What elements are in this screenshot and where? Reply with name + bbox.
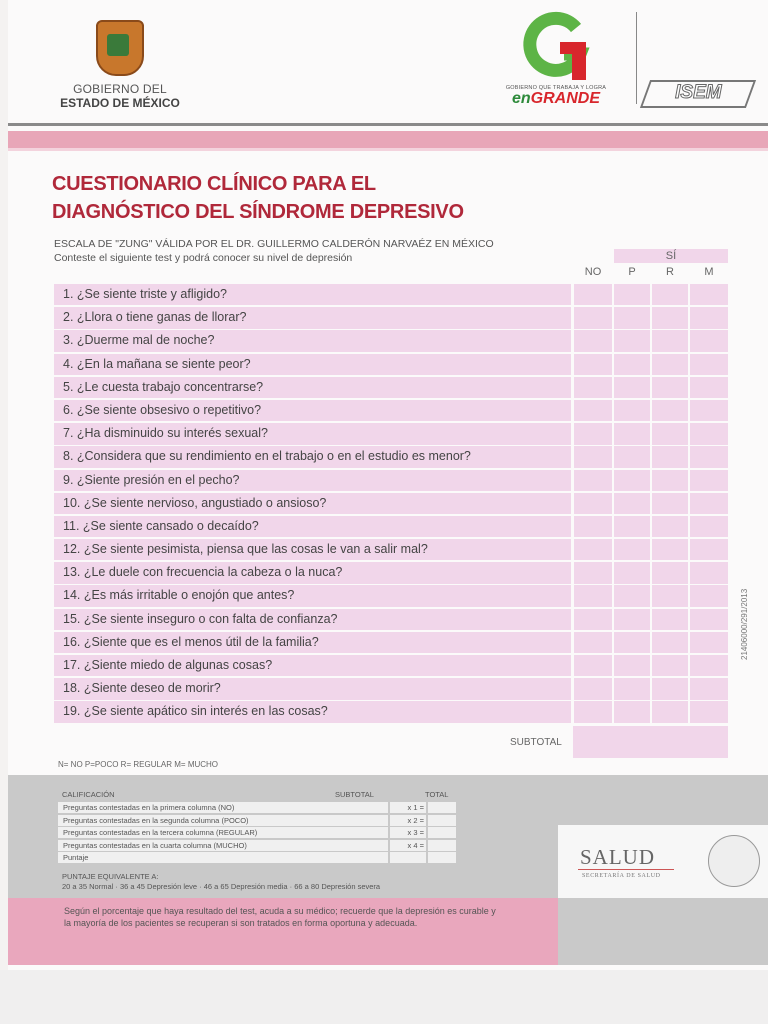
calificacion-label: Preguntas contestadas en la tercera columna (REGULAR) xyxy=(58,827,388,838)
answer-no-cell[interactable] xyxy=(574,307,612,328)
advice-note: Según el porcentaje que haya resultado del test, acuda a su médico; recuerde que la depresión es curable y la mayoría de los pacientes se recuperan si son tratados en forma oportuna y adecuada. xyxy=(64,906,496,928)
gobierno-line1: GOBIERNO DEL xyxy=(73,82,167,96)
question-text: 19. ¿Se siente apático sin interés en las cosas? xyxy=(54,701,571,722)
answer-p-cell[interactable] xyxy=(614,539,650,560)
question-row xyxy=(54,354,728,375)
answer-no-cell[interactable] xyxy=(574,446,612,467)
question-text: 10. ¿Se siente nervioso, angustiado o ansioso? xyxy=(54,493,571,514)
answer-no-cell[interactable] xyxy=(574,516,612,537)
answer-m-cell[interactable] xyxy=(690,493,728,514)
answer-r-cell[interactable] xyxy=(652,307,688,328)
question-row xyxy=(54,562,728,583)
answer-p-cell[interactable] xyxy=(614,377,650,398)
calificacion-label: Preguntas contestadas en la cuarta columna (MUCHO) xyxy=(58,840,388,851)
question-row xyxy=(54,307,728,328)
answer-r-cell[interactable] xyxy=(652,701,688,722)
answer-m-cell[interactable] xyxy=(690,701,728,722)
answer-p-cell[interactable] xyxy=(614,470,650,491)
slogan-small: GOBIERNO QUE TRABAJA Y LOGRA xyxy=(505,85,607,91)
score-ranges: 20 a 35 Normal · 36 a 45 Depresión leve · 46 a 65 Depresión media · 66 a 80 Depresión severa xyxy=(62,882,381,891)
grey-band-right xyxy=(558,775,768,825)
answer-p-cell[interactable] xyxy=(614,609,650,630)
answer-p-cell[interactable] xyxy=(614,678,650,699)
answer-m-cell[interactable] xyxy=(690,446,728,467)
calificacion-multiplier[interactable]: x 1 = xyxy=(390,802,426,813)
header-divider xyxy=(636,12,637,104)
calificacion-multiplier[interactable]: x 3 = xyxy=(390,827,426,838)
salud-logo xyxy=(558,825,768,898)
question-text: 9. ¿Siente presión en el pecho? xyxy=(54,470,571,491)
answer-m-cell[interactable] xyxy=(690,400,728,421)
calificacion-multiplier[interactable]: x 4 = xyxy=(390,840,426,851)
answer-p-cell[interactable] xyxy=(614,632,650,653)
question-text: 5. ¿Le cuesta trabajo concentrarse? xyxy=(54,377,571,398)
calificacion-total-cell[interactable] xyxy=(428,802,456,813)
calificacion-row xyxy=(58,802,458,813)
question-text: 12. ¿Se siente pesimista, piensa que las cosas le van a salir mal? xyxy=(54,539,571,560)
answer-m-cell[interactable] xyxy=(690,377,728,398)
salud-secretaria: SECRETARÍA DE SALUD xyxy=(582,873,661,879)
answer-m-cell[interactable] xyxy=(690,632,728,653)
question-text: 11. ¿Se siente cansado o decaído? xyxy=(54,516,571,537)
question-row xyxy=(54,609,728,630)
answer-p-cell[interactable] xyxy=(614,307,650,328)
scale-description: ESCALA DE "ZUNG" VÁLIDA POR EL DR. GUILLERMO CALDERÓN NARVAÉZ EN MÉXICO xyxy=(54,238,494,250)
answer-r-cell[interactable] xyxy=(652,354,688,375)
calificacion-total-header: TOTAL xyxy=(425,790,449,799)
answer-m-cell[interactable] xyxy=(690,307,728,328)
answer-p-cell[interactable] xyxy=(614,585,650,606)
calificacion-row xyxy=(58,815,458,826)
answer-r-cell[interactable] xyxy=(652,377,688,398)
calificacion-total-cell[interactable] xyxy=(428,852,456,863)
answer-m-cell[interactable] xyxy=(690,330,728,351)
answer-no-cell[interactable] xyxy=(574,632,612,653)
question-text: 15. ¿Se siente inseguro o con falta de confianza? xyxy=(54,609,571,630)
gobierno-line2: ESTADO DE MÉXICO xyxy=(60,96,180,110)
answer-p-cell[interactable] xyxy=(614,423,650,444)
question-text: 1. ¿Se siente triste y afligido? xyxy=(54,284,571,305)
answer-r-cell[interactable] xyxy=(652,539,688,560)
answer-no-cell[interactable] xyxy=(574,655,612,676)
calificacion-multiplier[interactable] xyxy=(390,852,426,863)
question-row xyxy=(54,678,728,699)
question-text: 13. ¿Le duele con frecuencia la cabeza o la nuca? xyxy=(54,562,571,583)
calificacion-total-cell[interactable] xyxy=(428,840,456,851)
calificacion-header: CALIFICACIÓN xyxy=(62,790,115,799)
answer-no-cell[interactable] xyxy=(574,354,612,375)
question-text: 6. ¿Se siente obsesivo o repetitivo? xyxy=(54,400,571,421)
answer-r-cell[interactable] xyxy=(652,678,688,699)
questions-table xyxy=(54,284,728,725)
puntaje-equivalente: PUNTAJE EQUIVALENTE A: xyxy=(62,872,159,881)
answer-p-cell[interactable] xyxy=(614,516,650,537)
question-row xyxy=(54,539,728,560)
answer-no-cell[interactable] xyxy=(574,470,612,491)
answer-r-cell[interactable] xyxy=(652,423,688,444)
answer-no-cell[interactable] xyxy=(574,585,612,606)
question-row xyxy=(54,377,728,398)
answer-m-cell[interactable] xyxy=(690,585,728,606)
answer-m-cell[interactable] xyxy=(690,516,728,537)
answer-no-cell[interactable] xyxy=(574,284,612,305)
salud-name: SALUD xyxy=(580,845,656,869)
calificacion-row xyxy=(58,827,458,838)
title-line1: CUESTIONARIO CLÍNICO PARA EL xyxy=(52,173,376,195)
question-row xyxy=(54,585,728,606)
calificacion-label: Preguntas contestadas en la primera columna (NO) xyxy=(58,802,388,813)
column-no: NO xyxy=(584,266,602,278)
calificacion-total-cell[interactable] xyxy=(428,815,456,826)
answer-no-cell[interactable] xyxy=(574,377,612,398)
g-logo-icon xyxy=(520,10,592,82)
question-row xyxy=(54,400,728,421)
answer-r-cell[interactable] xyxy=(652,284,688,305)
form-code: 21406000/291/2013 xyxy=(740,588,749,660)
answer-p-cell[interactable] xyxy=(614,446,650,467)
column-m: M xyxy=(704,266,714,278)
answer-r-cell[interactable] xyxy=(652,446,688,467)
answer-p-cell[interactable] xyxy=(614,284,650,305)
answer-p-cell[interactable] xyxy=(614,400,650,421)
answer-m-cell[interactable] xyxy=(690,562,728,583)
column-p: P xyxy=(628,266,636,278)
answer-m-cell[interactable] xyxy=(690,655,728,676)
answer-m-cell[interactable] xyxy=(690,354,728,375)
question-row xyxy=(54,655,728,676)
gobierno-logo xyxy=(40,20,200,110)
question-text: 16. ¿Siente que es el menos útil de la familia? xyxy=(54,632,571,653)
calificacion-total-cell[interactable] xyxy=(428,827,456,838)
answer-m-cell[interactable] xyxy=(690,609,728,630)
answer-m-cell[interactable] xyxy=(690,423,728,444)
answer-r-cell[interactable] xyxy=(652,470,688,491)
column-group-si: SÍ xyxy=(614,249,728,263)
question-row xyxy=(54,493,728,514)
answer-p-cell[interactable] xyxy=(614,354,650,375)
answer-r-cell[interactable] xyxy=(652,562,688,583)
answer-r-cell[interactable] xyxy=(652,400,688,421)
mexico-seal-icon xyxy=(708,835,760,887)
question-text: 2. ¿Llora o tiene ganas de llorar? xyxy=(54,307,571,328)
question-text: 17. ¿Siente miedo de algunas cosas? xyxy=(54,655,571,676)
question-row xyxy=(54,470,728,491)
answer-r-cell[interactable] xyxy=(652,516,688,537)
calificacion-row xyxy=(58,840,458,851)
pink-band xyxy=(8,131,768,148)
answer-p-cell[interactable] xyxy=(614,562,650,583)
engrande-logo xyxy=(488,10,624,106)
title-line2: DIAGNÓSTICO DEL SÍNDROME DEPRESIVO xyxy=(52,201,464,223)
answer-no-cell[interactable] xyxy=(574,678,612,699)
question-row xyxy=(54,632,728,653)
question-text: 8. ¿Considera que su rendimiento en el trabajo o en el estudio es menor? xyxy=(54,446,571,467)
calificacion-row xyxy=(58,852,458,863)
question-row xyxy=(54,446,728,467)
answer-no-cell[interactable] xyxy=(574,493,612,514)
answer-m-cell[interactable] xyxy=(690,678,728,699)
answer-no-cell[interactable] xyxy=(574,539,612,560)
question-row xyxy=(54,330,728,351)
answer-m-cell[interactable] xyxy=(690,470,728,491)
answer-no-cell[interactable] xyxy=(574,423,612,444)
header-rule xyxy=(8,123,768,126)
question-text: 4. ¿En la mañana se siente peor? xyxy=(54,354,571,375)
answer-p-cell[interactable] xyxy=(614,655,650,676)
isem-text: ISEM xyxy=(675,82,722,103)
answer-m-cell[interactable] xyxy=(690,539,728,560)
answer-no-cell[interactable] xyxy=(574,400,612,421)
answer-r-cell[interactable] xyxy=(652,493,688,514)
answer-p-cell[interactable] xyxy=(614,330,650,351)
question-text: 3. ¿Duerme mal de noche? xyxy=(54,330,571,351)
answer-r-cell[interactable] xyxy=(652,585,688,606)
subtotal-box[interactable] xyxy=(573,726,728,758)
answer-m-cell[interactable] xyxy=(690,284,728,305)
question-row xyxy=(54,423,728,444)
answer-no-cell[interactable] xyxy=(574,701,612,722)
slogan-en: en xyxy=(511,90,531,107)
background-below-page xyxy=(0,970,768,1024)
answer-r-cell[interactable] xyxy=(652,655,688,676)
question-text: 14. ¿Es más irritable o enojón que antes? xyxy=(54,585,571,606)
question-text: 7. ¿Ha disminuido su interés sexual? xyxy=(54,423,571,444)
column-r: R xyxy=(666,266,674,278)
subtotal-label: SUBTOTAL xyxy=(510,737,562,748)
calificacion-multiplier[interactable]: x 2 = xyxy=(390,815,426,826)
page-title xyxy=(52,170,572,226)
instructions: Conteste el siguiente test y podrá conocer su nivel de depresión xyxy=(54,252,353,264)
answer-r-cell[interactable] xyxy=(652,609,688,630)
slogan-grande: GRANDE xyxy=(530,90,600,107)
answer-r-cell[interactable] xyxy=(652,632,688,653)
question-row xyxy=(54,516,728,537)
answer-legend: N= NO P=POCO R= REGULAR M= MUCHO xyxy=(58,760,219,769)
grey-band-bottom-right xyxy=(558,898,768,965)
coat-of-arms-icon xyxy=(96,20,144,76)
calificacion-subtotal-header: SUBTOTAL xyxy=(335,790,374,799)
answer-no-cell[interactable] xyxy=(574,330,612,351)
answer-r-cell[interactable] xyxy=(652,330,688,351)
answer-p-cell[interactable] xyxy=(614,493,650,514)
pink-band-light xyxy=(8,148,768,151)
answer-no-cell[interactable] xyxy=(574,609,612,630)
answer-no-cell[interactable] xyxy=(574,562,612,583)
isem-logo xyxy=(640,80,756,108)
question-text: 18. ¿Siente deseo de morir? xyxy=(54,678,571,699)
calificacion-label: Puntaje xyxy=(58,852,388,863)
calificacion-label: Preguntas contestadas en la segunda columna (POCO) xyxy=(58,815,388,826)
answer-p-cell[interactable] xyxy=(614,701,650,722)
question-row xyxy=(54,701,728,722)
question-row xyxy=(54,284,728,305)
